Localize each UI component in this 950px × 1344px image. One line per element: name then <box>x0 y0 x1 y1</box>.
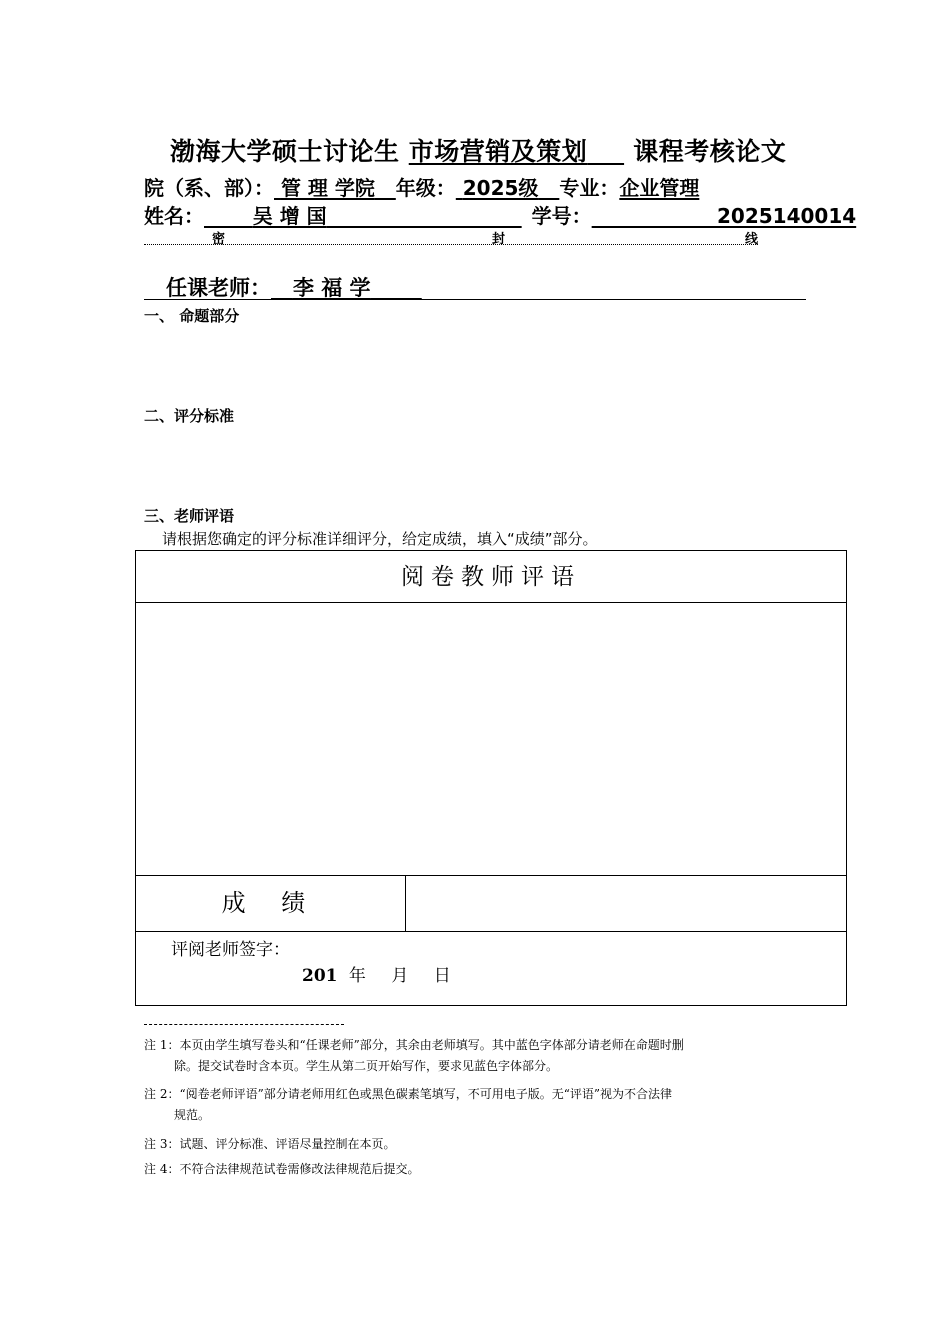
teacher-value: 李 福 学 <box>292 276 371 300</box>
title-suffix: 课程考核论文 <box>633 137 787 166</box>
note-2-line-2: 规范。 <box>174 1108 211 1122</box>
date-year-unit: 年 <box>348 966 366 986</box>
student-id-label: 学号： <box>531 204 592 228</box>
major-value: 企业管理 <box>619 176 700 200</box>
date-year: 201 <box>302 966 338 986</box>
college-grade-major-line <box>144 172 699 201</box>
teacher-line <box>166 272 422 302</box>
note-3: 注 3：试题、评分标准、评语尽量控制在本页。 <box>144 1137 396 1151</box>
seal-xian: 线 <box>745 232 759 247</box>
note-2 <box>144 1084 672 1126</box>
student-id-value: 2025140014 <box>717 204 857 228</box>
note-1 <box>144 1035 684 1077</box>
section-proposition: 一、 命题部分 <box>144 307 240 325</box>
note-1-line-1: 注 1：本页由学生填写卷头和“任课老师”部分，其余由老师填写。其中蓝色字体部分请老师在命题时删 <box>144 1038 684 1052</box>
document-title <box>170 132 786 168</box>
section-teacher-comments: 三、老师评语 <box>144 507 235 525</box>
name-id-line <box>144 200 856 229</box>
college-label: 院（系、部）： <box>144 176 274 200</box>
note-4: 注 4：不符合法律规范试卷需修改法律规范后提交。 <box>144 1162 420 1176</box>
name-label: 姓名： <box>144 204 204 228</box>
name-value: 吴 增 国 <box>252 204 327 228</box>
teacher-divider <box>144 299 806 300</box>
title-prefix: 渤海大学硕士讨论生 <box>170 137 400 166</box>
seal-feng: 封 <box>492 232 506 247</box>
seal-mi: 密 <box>212 232 226 247</box>
signature-label: 评阅老师签字： <box>171 940 290 960</box>
grade-value: 2025级 <box>462 176 539 200</box>
grade-row-label: 成 绩 <box>136 876 406 931</box>
signature-date <box>302 961 451 986</box>
section-grading-criteria: 二、评分标准 <box>144 407 235 425</box>
college-value: 管 理 学院 <box>280 176 375 200</box>
note-1-line-2: 除。提交试卷时含本页。学生从第二页开始写作，要求见蓝色字体部分。 <box>174 1059 559 1073</box>
grade-row <box>136 875 846 932</box>
seal-line <box>144 228 758 245</box>
note-2-line-1: 注 2：“阅卷老师评语”部分请老师用红色或黑色碳素笔填写，不可用电子版。无“评语”视为不合法律 <box>144 1087 672 1101</box>
title-course: 市场营销及策划 <box>408 137 588 166</box>
teacher-label: 任课老师： <box>166 276 271 300</box>
instruction-text: 请根据您确定的评分标准详细评分，给定成绩，填入“成绩”部分。 <box>162 530 598 548</box>
date-month-unit: 月 <box>391 966 409 986</box>
comment-box-heading: 阅卷教师评语 <box>136 551 846 603</box>
footnote-separator <box>144 1024 344 1025</box>
grade-label: 年级： <box>395 176 456 200</box>
date-day-unit: 日 <box>433 966 451 986</box>
major-label: 专业： <box>559 176 620 200</box>
comment-box <box>135 550 847 1006</box>
